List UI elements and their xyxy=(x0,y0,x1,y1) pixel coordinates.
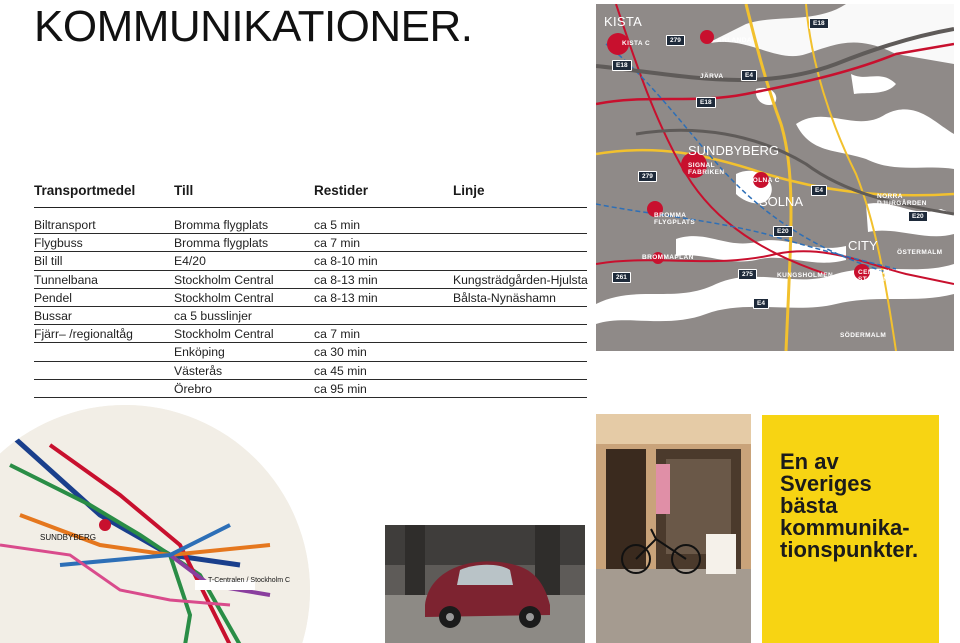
cell-travel-time: ca 7 min xyxy=(314,327,361,342)
road-badge-e18: E18 xyxy=(696,97,716,108)
table-spacer xyxy=(34,208,587,216)
cell-destination: Stockholm Central xyxy=(174,327,274,342)
road-badge-275: 275 xyxy=(738,269,757,280)
map-label-kista-c: KISTA C xyxy=(622,40,651,47)
cell-mode: Bil till xyxy=(34,254,63,269)
map-label-norra-djurgarden: NORRA DJURGÅRDEN xyxy=(877,193,927,207)
cell-travel-time: ca 8-10 min xyxy=(314,254,378,269)
header-transportmedel: Transportmedel xyxy=(34,183,136,198)
road-badge-e4: E4 xyxy=(741,70,757,81)
map-label-city: CITY xyxy=(848,238,878,253)
transport-table xyxy=(34,183,587,398)
subway-lines xyxy=(0,405,310,643)
cell-travel-time: ca 7 min xyxy=(314,236,361,251)
table-row xyxy=(34,362,587,380)
cell-line: Bålsta-Nynäshamn xyxy=(453,290,556,305)
table-row xyxy=(34,380,587,398)
map-label-bromma-flygplats: BROMMA FLYGPLATS xyxy=(654,212,696,226)
cell-mode: Flygbuss xyxy=(34,236,83,251)
table-row xyxy=(34,216,587,234)
table-header xyxy=(34,183,587,208)
area-map xyxy=(596,4,954,351)
cell-mode: Fjärr– /regionaltåg xyxy=(34,327,133,342)
header-restider: Restider xyxy=(314,183,369,198)
map-label-arlanda: ARLANDA xyxy=(717,37,752,44)
road-badge-279: 279 xyxy=(666,35,685,46)
map-label-sodermalm: SÖDERMALM xyxy=(840,332,887,339)
cell-destination: Stockholm Central xyxy=(174,272,274,287)
vintage-car-photo xyxy=(385,525,585,643)
cell-destination: Stockholm Central xyxy=(174,290,274,305)
subway-map-photo xyxy=(0,405,310,643)
map-label-centralstationen: CENTRAL– STATIONEN xyxy=(858,269,899,283)
map-label-solna-c: SOLNA C xyxy=(748,177,780,184)
table-row xyxy=(34,289,587,307)
table-row xyxy=(34,234,587,252)
cell-destination: Västerås xyxy=(174,363,223,378)
table-row xyxy=(34,343,587,361)
road-badge-261: 261 xyxy=(612,272,631,283)
map-label-ostermalm: ÖSTERMALM xyxy=(897,249,943,256)
road-badge-e20: E20 xyxy=(773,226,793,237)
cell-travel-time: ca 8-13 min xyxy=(314,272,378,287)
tagline-text: En av Sveriges bästa kommunika- tionspunkter. xyxy=(780,449,919,562)
tagline-box xyxy=(762,415,939,643)
table-row xyxy=(34,271,587,289)
cell-line: Kungsträdgården-Hjulsta xyxy=(453,272,588,287)
header-till: Till xyxy=(174,183,194,198)
subway-label-sundbyberg: SUNDBYBERG xyxy=(40,533,97,542)
road-badge-e4: E4 xyxy=(753,298,769,309)
table-row xyxy=(34,325,587,343)
map-label-signalfabriken: SIGNAL FABRIKEN xyxy=(688,162,725,176)
page-title: KOMMUNIKATIONER. xyxy=(34,2,473,51)
cell-travel-time: ca 8-13 min xyxy=(314,290,378,305)
header-linje: Linje xyxy=(453,183,485,198)
cell-destination: Enköping xyxy=(174,345,225,360)
subway-label-tcentralen: T-Centralen / Stockholm C xyxy=(208,577,291,584)
map-label-solna: SOLNA xyxy=(759,194,804,209)
road-badge-e18: E18 xyxy=(612,60,632,71)
cell-destination: Örebro xyxy=(174,381,212,396)
cell-mode: Pendel xyxy=(34,290,72,305)
cell-travel-time: ca 45 min xyxy=(314,363,367,378)
cell-destination: ca 5 busslinjer xyxy=(174,308,252,323)
arlanda-marker xyxy=(700,30,714,44)
road-badge-e18: E18 xyxy=(809,18,829,29)
cell-travel-time: ca 5 min xyxy=(314,218,361,232)
sundbyberg-station-marker xyxy=(99,519,111,531)
street-shop-photo xyxy=(596,414,751,643)
road-badge-279: 279 xyxy=(638,171,657,182)
table-row xyxy=(34,307,587,325)
cell-destination: E4/20 xyxy=(174,254,206,269)
map-label-kungsholmen: KUNGSHOLMEN xyxy=(777,272,834,279)
table-row xyxy=(34,252,587,270)
cell-travel-time: ca 95 min xyxy=(314,381,367,396)
road-badge-e4: E4 xyxy=(811,185,827,196)
cell-destination: Bromma flygplats xyxy=(174,236,269,251)
road-badge-e20: E20 xyxy=(908,211,928,222)
map-label-sundbyberg: SUNDBYBERG xyxy=(688,143,780,158)
map-label-brommaplan: BROMMAPLAN xyxy=(642,254,694,261)
cell-mode: Tunnelbana xyxy=(34,272,98,287)
cell-mode: Bussar xyxy=(34,308,72,323)
cell-travel-time: ca 30 min xyxy=(314,345,367,360)
map-label-jarva: JÄRVA xyxy=(700,73,724,80)
map-label-kista: KISTA xyxy=(604,14,643,29)
cell-destination: Bromma flygplats xyxy=(174,218,269,232)
cell-mode: Biltransport xyxy=(34,218,96,232)
